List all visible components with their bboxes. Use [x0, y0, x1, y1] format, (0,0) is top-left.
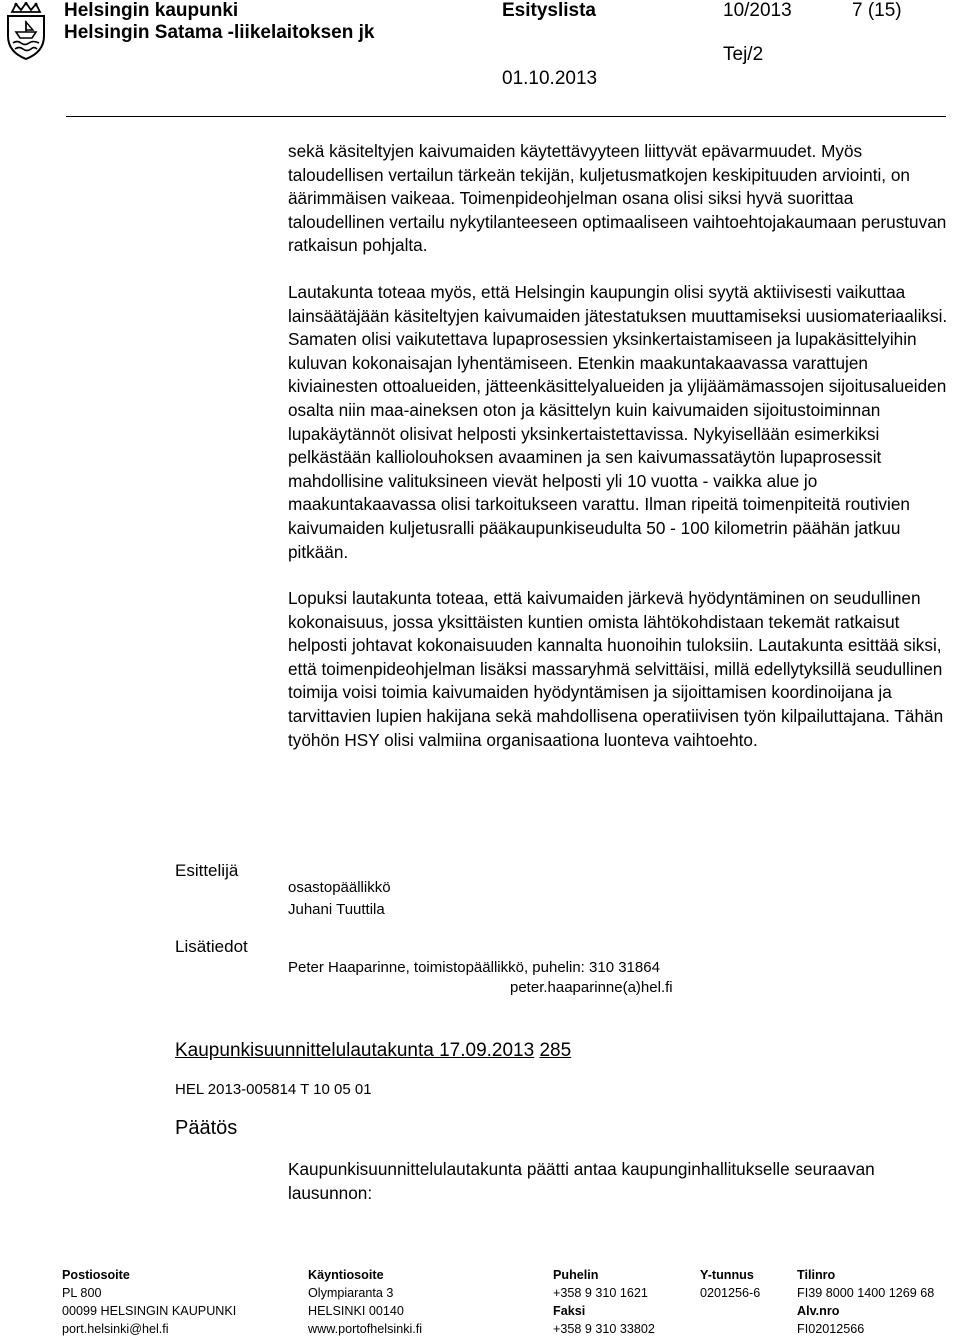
body-text — [288, 140, 948, 752]
org-name: Helsingin kaupunki — [64, 0, 239, 21]
footer-postal — [62, 1266, 236, 1338]
decision-body-link[interactable]: Kaupunkisuunnittelulautakunta 17.09.2013 — [175, 1040, 535, 1061]
footer-account — [797, 1266, 934, 1338]
footer-visit-line: Olympiaranta 3 — [308, 1286, 394, 1300]
doc-type: Esityslista — [502, 0, 596, 21]
footer-business-id — [700, 1266, 760, 1302]
paragraph-1: sekä käsiteltyjen kaivumaiden käytettävyyteen liittyvät epävarmuudet. Myös taloudellisen vertailun tärkeän tekijän, kuljetusmatkojen keskipituuden arviointi, on äärimmäisen vaikeaa. Toimenpideohjelman osana olisi siksi hyvä suorittaa taloudellinen vertailu nykytilanteeseen optimaaliseen vaihtoehtojakaumaan perustuvan ratkaisun pohjalta. — [288, 141, 947, 256]
paragraph-2: Lautakunta toteaa myös, että Helsingin kaupungin olisi syytä aktiivisesti vaikuttaa lainsäätäjään käsiteltyjen kaivumaiden jätestatuksen muuttamiseksi uusiomateriaaliksi. Samaten olisi vaikutettava lupaprosessien yksinkertaistamiseen ja lupakäsittelyihin kuluvan kokonaisajan lyhentämiseen. Etenkin maakuntakaavassa varattujen kiviainesten ottoalueiden, jätteenkäsittelyalueiden ja ylijäämämassojen sijoitusalueiden osalta niin maa-aineksen oton ja käsittelyn kuin kaivumaiden sijoitustoiminnan lupakäytännöt olisivat helposti yksinkertaistettavissa. Nykyisellään esimerkiksi pelkästään kalliolouhoksen avaaminen ja sen kaivumassatäytön lupaprosessit mahdollisine valituksineen vievät helposti yli 10 vuotta - vaikka alue jo maakuntakaavassa olisi tarkoitukseen varattu. Ilman ripeitä toimenpiteitä routivien kaivumaiden kuljetusralli pääkaupunkiseudulta 50 - 100 kilometrin päähän jatkuu pitkään. — [288, 281, 948, 562]
presenter-name: Juhani Tuuttila — [288, 901, 385, 918]
footer-email: port.helsinki@hel.fi — [62, 1322, 169, 1336]
decision-heading: Päätös — [175, 1117, 238, 1139]
footer-fax-heading: Faksi — [553, 1304, 586, 1318]
footer-vat-number: FI02012566 — [797, 1322, 865, 1336]
footer-website: www.portofhelsinki.fi — [308, 1322, 423, 1336]
footer-account-heading: Tilinro — [797, 1268, 836, 1282]
presenter-label: Esittelijä — [175, 861, 239, 880]
org-unit: Helsingin Satama -liikelaitoksen jk — [64, 22, 375, 43]
issue-number: 10/2013 — [723, 0, 792, 21]
decision-number-link[interactable]: 285 — [539, 1040, 572, 1061]
helsinki-crest-icon — [4, 2, 48, 60]
presenter-title: osastopäällikkö — [288, 879, 391, 896]
footer-phone-heading: Puhelin — [553, 1268, 599, 1282]
footer-vat-heading: Alv.nro — [797, 1304, 840, 1318]
info-email: peter.haaparinne(a)hel.fi — [510, 979, 673, 996]
meeting-date: 01.10.2013 — [502, 68, 598, 89]
decision-text: Kaupunkisuunnittelulautakunta päätti antaa kaupunginhallitukselle seuraavan lausunnon: — [288, 1159, 875, 1203]
footer-visit-heading: Käyntiosoite — [308, 1268, 384, 1282]
info-contact: Peter Haaparinne, toimistopäällikkö, puhelin: 310 31864 — [288, 959, 660, 976]
section-code: Tej/2 — [723, 44, 764, 65]
footer-fax-number: +358 9 310 33802 — [553, 1322, 655, 1336]
footer-business-id-heading: Y-tunnus — [700, 1268, 754, 1282]
info-label: Lisätiedot — [175, 937, 248, 956]
footer-business-id-value: 0201256-6 — [700, 1286, 761, 1300]
footer-visit-line: HELSINKI 00140 — [308, 1304, 404, 1318]
page-number: 7 (15) — [852, 0, 902, 21]
case-id: HEL 2013-005814 T 10 05 01 — [175, 1081, 372, 1098]
footer-phone — [553, 1266, 655, 1338]
footer-account-number: FI39 8000 1400 1269 68 — [797, 1286, 935, 1300]
footer-phone-number: +358 9 310 1621 — [553, 1286, 648, 1300]
footer-postal-line: 00099 HELSINGIN KAUPUNKI — [62, 1304, 237, 1318]
decision-link[interactable] — [175, 1039, 571, 1063]
header-divider — [66, 116, 946, 117]
footer-visit — [308, 1266, 422, 1338]
paragraph-3: Lopuksi lautakunta toteaa, että kaivumaiden järkevä hyödyntäminen on seudullinen kokonaisuus, jossa yksittäisten kuntien omista lähtökohdistaan tekemät ratkaisut helposti johtavat kokonaisuuden kannalta huonoihin tuloksiin. Lautakunta esittää siksi, että toimenpideohjelman lisäksi massaryhmä selvittäisi, millä edellytyksillä seudullinen toimija voisi toimia kaivumaiden hyödyntämisen ja sijoittamisen koordinoijana ja tarvittavien lupien hakijana sekä mahdollisena operatiivisen työn kilpailuttajana. Tähän työhön HSY olisi valmiina organisaationa luonteva vaihtoehto. — [288, 588, 944, 750]
footer-postal-line: PL 800 — [62, 1286, 102, 1300]
footer-postal-heading: Postiosoite — [62, 1268, 130, 1282]
